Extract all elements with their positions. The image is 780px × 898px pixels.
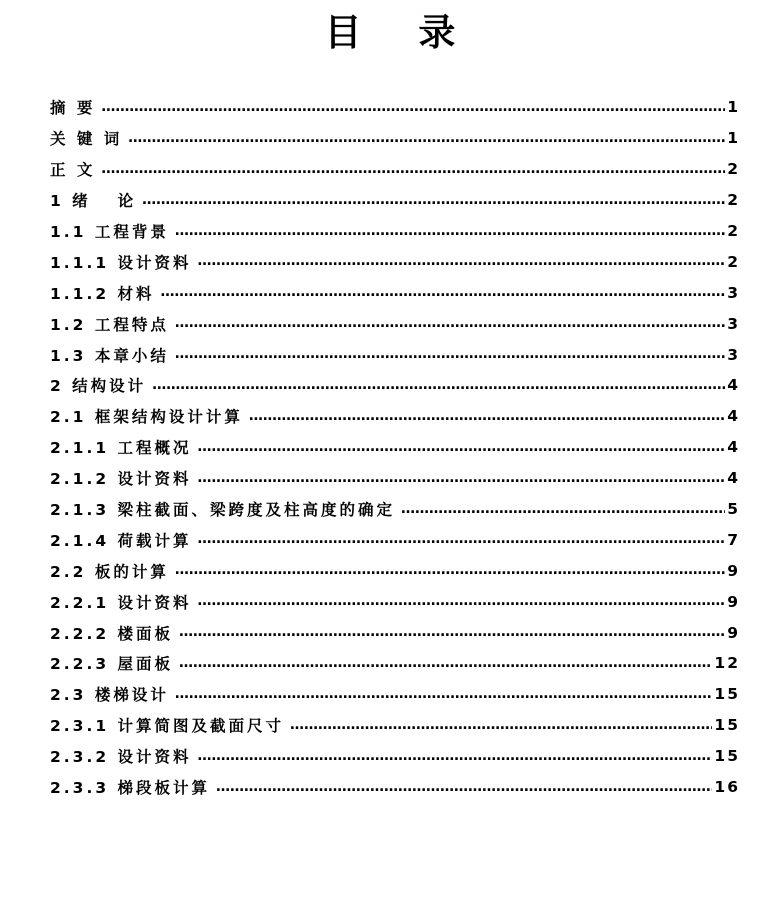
toc-entry (50, 555, 740, 586)
toc-entry (50, 710, 740, 741)
toc-entry-page: 15 (714, 747, 740, 766)
toc-entry (50, 339, 740, 370)
toc-entry-page: 15 (714, 685, 740, 704)
toc-entry-page: 4 (727, 438, 740, 457)
toc-entry-label: 2.1.1 工程概况 (50, 439, 192, 458)
toc-leader-dots (179, 656, 712, 672)
toc-entry (50, 308, 740, 339)
toc-entry-label: 关 键 词 (50, 130, 123, 149)
toc-leader-dots (175, 563, 725, 579)
toc-entry-page: 9 (727, 592, 740, 611)
toc-entry (50, 401, 740, 432)
toc-entry-page: 2 (727, 191, 740, 210)
toc-entry (50, 524, 740, 555)
toc-entry-page: 9 (727, 561, 740, 580)
toc-entry-label: 2.3.3 梯段板计算 (50, 779, 211, 798)
toc-entry-label: 1 绪 论 (50, 192, 137, 211)
toc-entry-label: 2.2.3 屋面板 (50, 655, 174, 674)
toc-entry-page: 2 (727, 160, 740, 179)
toc-entry-label: 正 文 (50, 161, 96, 180)
toc-leader-dots (175, 316, 725, 332)
toc-entry-label: 摘 要 (50, 99, 96, 118)
toc-entry (50, 216, 740, 247)
toc-entry (50, 185, 740, 216)
toc-entry-label: 2.2.2 楼面板 (50, 624, 174, 643)
toc-leader-dots (401, 501, 725, 517)
toc-entry (50, 679, 740, 710)
toc-leader-dots (161, 285, 726, 301)
toc-entry (50, 154, 740, 185)
toc-entry-label: 1.3 本章小结 (50, 346, 169, 365)
toc-leader-dots (142, 192, 725, 208)
toc-entry (50, 772, 740, 803)
toc-entry-label: 2.1.2 设计资料 (50, 470, 192, 489)
toc-entry-label: 1.1.2 材料 (50, 284, 155, 303)
toc-entry-page: 15 (714, 716, 740, 735)
toc-entry-page: 3 (727, 345, 740, 364)
toc-entry-label: 1.2 工程特点 (50, 315, 169, 334)
toc-entry-label: 2.1.3 梁柱截面、梁跨度及柱高度的确定 (50, 501, 396, 520)
toc-leader-dots (175, 687, 713, 703)
toc-entry-label: 2.1.4 荷载计算 (50, 531, 192, 550)
toc-entry (50, 463, 740, 494)
toc-entry-page: 4 (727, 376, 740, 395)
toc-leader-dots (198, 439, 726, 455)
toc-entry-page: 16 (714, 778, 740, 797)
toc-leader-dots (175, 223, 725, 239)
toc-leader-dots (198, 470, 726, 486)
toc-entry-page: 3 (727, 314, 740, 333)
toc-leader-dots (152, 378, 725, 394)
toc-entry-label: 2.2 板的计算 (50, 562, 169, 581)
page-title: 目 录 (324, 11, 478, 54)
toc-entry (50, 648, 740, 679)
toc-leader-dots (128, 131, 725, 147)
toc-entry (50, 92, 740, 123)
table-of-contents (50, 92, 740, 802)
toc-entry-page: 3 (727, 283, 740, 302)
toc-leader-dots (198, 748, 713, 764)
toc-entry (50, 586, 740, 617)
toc-entry (50, 741, 740, 772)
toc-entry (50, 370, 740, 401)
toc-entry-page: 9 (727, 623, 740, 642)
toc-entry (50, 277, 740, 308)
toc-entry (50, 432, 740, 463)
toc-entry-page: 1 (727, 129, 740, 148)
toc-entry-label: 2.1 框架结构设计计算 (50, 408, 243, 427)
toc-entry-page: 1 (727, 98, 740, 117)
toc-entry-page: 12 (714, 654, 740, 673)
toc-leader-dots (198, 594, 726, 610)
toc-leader-dots (290, 718, 712, 734)
toc-entry-label: 2.3 楼梯设计 (50, 686, 169, 705)
toc-leader-dots (198, 532, 726, 548)
toc-entry (50, 617, 740, 648)
toc-entry-page: 2 (727, 252, 740, 271)
toc-leader-dots (198, 254, 726, 270)
toc-entry-page: 4 (727, 407, 740, 426)
toc-leader-dots (175, 347, 725, 363)
toc-leader-dots (179, 625, 725, 641)
toc-entry-page: 7 (727, 530, 740, 549)
toc-leader-dots (249, 409, 725, 425)
toc-entry-label: 2.3.1 计算简图及截面尺寸 (50, 717, 285, 736)
toc-entry-label: 2.2.1 设计资料 (50, 593, 192, 612)
toc-entry-label: 1.1.1 设计资料 (50, 253, 192, 272)
toc-entry-label: 2 结构设计 (50, 377, 147, 396)
toc-leader-dots (101, 100, 725, 116)
toc-entry-page: 2 (727, 222, 740, 240)
toc-entry (50, 246, 740, 277)
toc-entry (50, 494, 740, 525)
toc-leader-dots (101, 161, 725, 177)
toc-entry-page: 4 (727, 469, 740, 488)
toc-entry (50, 123, 740, 154)
toc-leader-dots (216, 779, 712, 795)
toc-entry-label: 2.3.2 设计资料 (50, 748, 192, 767)
toc-entry-page: 5 (727, 500, 740, 519)
toc-entry-label: 1.1 工程背景 (50, 223, 169, 241)
